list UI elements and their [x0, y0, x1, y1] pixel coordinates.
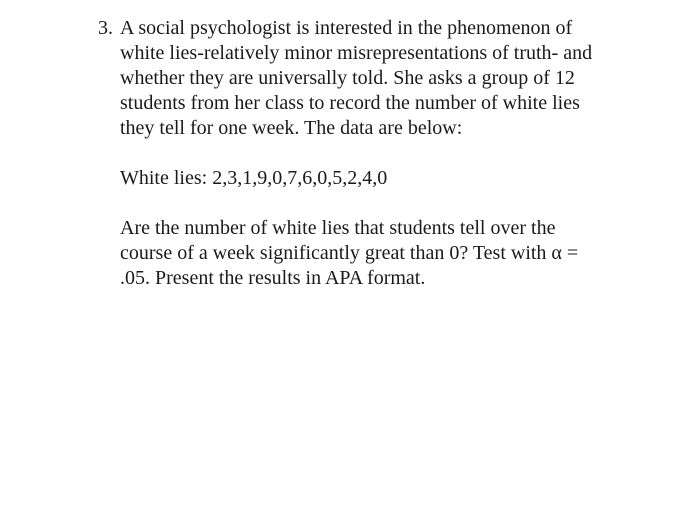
data-values-line: White lies: 2,3,1,9,0,7,6,0,5,2,4,0 [120, 167, 388, 189]
question-text-line: white lies-relatively minor misrepresentations of truth- and [120, 42, 593, 64]
question-text-line: .05. Present the results in APA format. [120, 267, 426, 289]
question-text-line: students from her class to record the number of white lies [120, 92, 580, 114]
question-body [120, 16, 668, 291]
question-number: 3. [98, 17, 113, 39]
question-text-line: Are the number of white lies that students tell over the [120, 217, 556, 239]
question-text-line: A social psychologist is interested in the phenomenon of [120, 17, 573, 39]
question-block [98, 16, 668, 291]
paragraph-spacer [120, 191, 668, 216]
question-text-line: whether they are universally told. She asks a group of 12 [120, 67, 575, 89]
question-text-line: course of a week significantly great than 0? Test with α = [120, 242, 579, 264]
paragraph-spacer [120, 141, 668, 166]
question-text-line: they tell for one week. The data are below: [120, 117, 463, 139]
